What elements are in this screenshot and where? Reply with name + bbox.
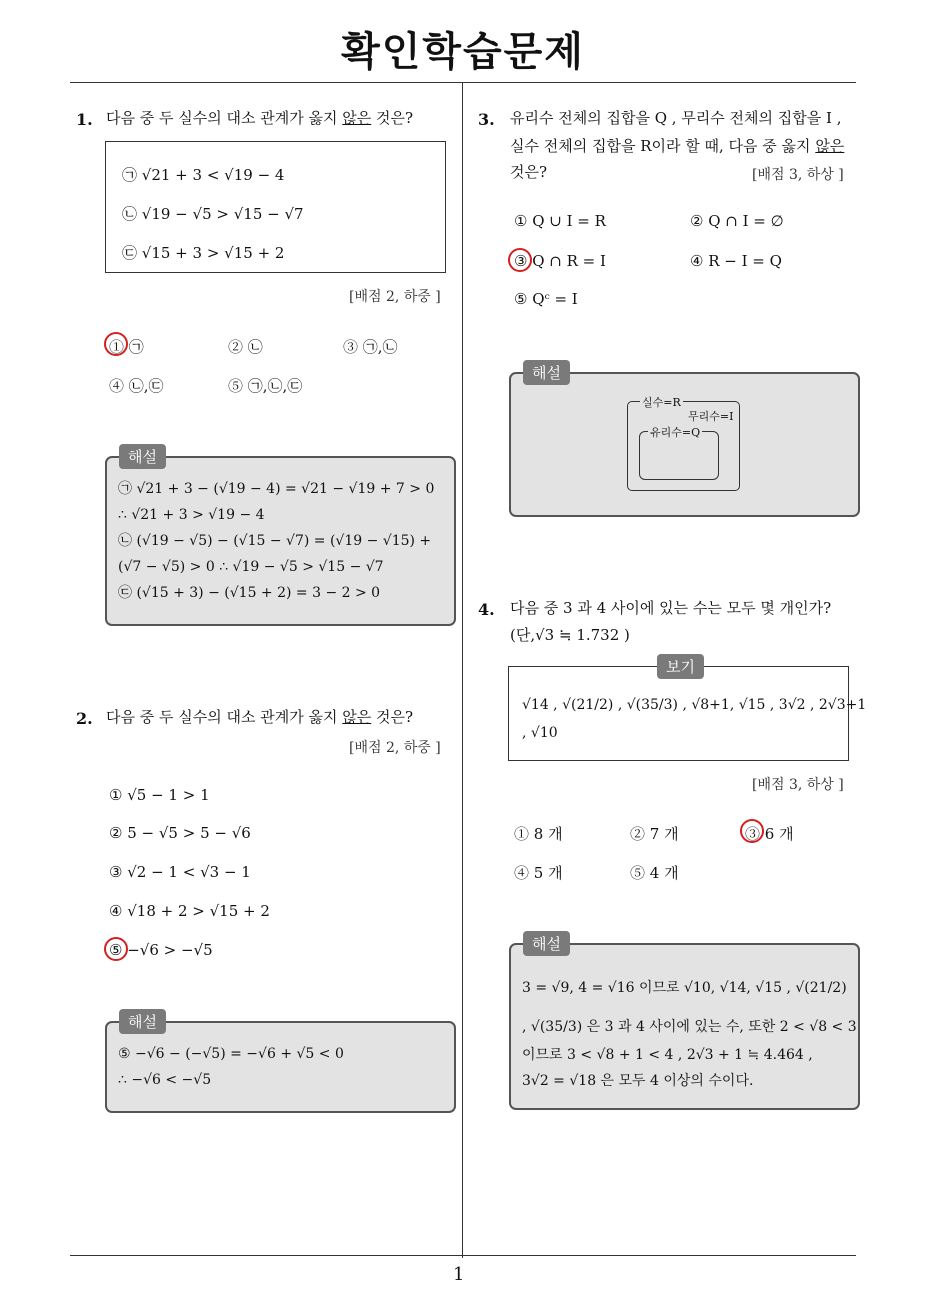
q1-option-5[interactable]: ⑤ ㉠,㉡,㉢ (228, 377, 303, 395)
q4-number: 4. (478, 600, 495, 619)
q3-line-3: 것은? (510, 163, 548, 181)
q4-box-tag: 보기 (657, 654, 704, 679)
q3-line-2-text: 실수 전체의 집합을 R이라 할 때, 다음 중 옳지 (510, 137, 816, 155)
q2-text-underlined: 않은 (342, 708, 372, 726)
q3-explanation-tag: 해설 (523, 360, 570, 385)
q4-line-2: (단,√3 ≒ 1.732 ) (510, 626, 630, 644)
q3-option-2[interactable]: ② Q ∩ I = ∅ (690, 212, 784, 230)
q2-explanation-tag: 해설 (119, 1009, 166, 1034)
q2-option-4[interactable]: ④ √18 + 2 > √15 + 2 (109, 902, 270, 920)
q1-expl-line-4: (√7 − √5) > 0 ∴ √19 − √5 > √15 − √7 (118, 559, 384, 575)
q4-option-1[interactable]: ① 8 개 (514, 825, 563, 843)
q2-question (106, 703, 413, 731)
q4-answer-circle (740, 819, 764, 843)
q1-explanation-tag: 해설 (119, 444, 166, 469)
q3-line-2 (510, 132, 844, 160)
venn-outer-label: 실수=R (642, 396, 681, 409)
q1-answer-circle (104, 332, 128, 356)
q3-option-1[interactable]: ① Q ∪ I = R (514, 212, 606, 230)
q3-answer-circle (508, 248, 532, 272)
page-title: 확인학습문제 (341, 29, 585, 75)
q2-text-b: 것은? (371, 708, 414, 726)
q1-option-4[interactable]: ④ ㉡,㉢ (109, 377, 164, 395)
q4-line-1: 다음 중 3 과 4 사이에 있는 수는 모두 몇 개인가? (510, 599, 832, 617)
q1-number: 1. (76, 110, 93, 129)
q4-score: [배점 3, 하상 ] (752, 777, 844, 793)
q3-text-underlined: 않은 (815, 137, 845, 155)
header-rule (70, 82, 856, 83)
q2-option-1[interactable]: ① √5 − 1 > 1 (109, 786, 210, 804)
q4-expl-line-1: 3 = √9, 4 = √16 이므로 √10, √14, √15 , √(21/2) (522, 980, 847, 996)
q1-option-1[interactable]: ① ㉠ (109, 338, 144, 356)
q1-score: [배점 2, 하중 ] (349, 289, 441, 305)
footer-rule (70, 1255, 856, 1256)
column-divider (462, 83, 463, 1258)
q1-option-2[interactable]: ② ㉡ (228, 338, 263, 356)
q4-box-line-2: , √10 (522, 725, 558, 741)
q2-expl-line-2: ∴ −√6 < −√5 (118, 1072, 212, 1088)
q2-score: [배점 2, 하중 ] (349, 740, 441, 756)
q4-option-4[interactable]: ④ 5 개 (514, 864, 563, 882)
q3-option-4[interactable]: ④ R − I = Q (690, 252, 782, 270)
q1-text-underlined: 않은 (342, 109, 372, 127)
q1-expl-line-1: ㉠ √21 + 3 − (√19 − 4) = √21 − √19 + 7 > 0 (118, 481, 435, 497)
q3-option-5[interactable]: ⑤ Qᶜ = I (514, 290, 578, 308)
q4-expl-line-2: , √(35/3) 은 3 과 4 사이에 있는 수, 또한 2 < √8 < 3 (522, 1019, 857, 1035)
q4-option-2[interactable]: ② 7 개 (630, 825, 679, 843)
q2-text-a: 다음 중 두 실수의 대소 관계가 옳지 (106, 708, 343, 726)
q1-expl-line-2: ∴ √21 + 3 > √19 − 4 (118, 507, 265, 523)
q2-option-5[interactable]: ⑤ −√6 > −√5 (109, 941, 213, 959)
q1-text-b: 것은? (371, 109, 414, 127)
venn-inner-label: 유리수=Q (650, 426, 701, 439)
page-number: 1 (453, 1264, 465, 1285)
q4-box-line-1: √14 , √(21/2) , √(35/3) , √8+1, √15 , 3√2 , 2√3+1 (522, 697, 867, 713)
q4-expl-line-3: 이므로 3 < √8 + 1 < 4 , 2√3 + 1 ≒ 4.464 , (522, 1047, 813, 1063)
q2-option-3[interactable]: ③ √2 − 1 < √3 − 1 (109, 863, 251, 881)
q3-number: 3. (478, 110, 495, 129)
q2-number: 2. (76, 709, 93, 728)
q2-option-2[interactable]: ② 5 − √5 > 5 − √6 (109, 824, 251, 842)
q1-statement-2: ㉡ √19 − √5 > √15 − √7 (122, 205, 304, 223)
q4-expl-line-4: 3√2 = √18 은 모두 4 이상의 수이다. (522, 1073, 754, 1089)
q3-option-3[interactable]: ③ Q ∩ R = I (514, 252, 606, 270)
q1-text-a: 다음 중 두 실수의 대소 관계가 옳지 (106, 109, 343, 127)
q1-statement-1: ㉠ √21 + 3 < √19 − 4 (122, 166, 285, 184)
q1-option-3[interactable]: ③ ㉠,㉡ (343, 338, 398, 356)
q2-answer-circle (104, 937, 128, 961)
q3-score: [배점 3, 하상 ] (752, 167, 844, 183)
q1-statement-3: ㉢ √15 + 3 > √15 + 2 (122, 244, 285, 262)
q4-option-3[interactable]: ③ 6 개 (745, 825, 794, 843)
q4-option-5[interactable]: ⑤ 4 개 (630, 864, 679, 882)
q4-explanation-tag: 해설 (523, 931, 570, 956)
q3-line-1: 유리수 전체의 집합을 Q , 무리수 전체의 집합을 I , (510, 109, 842, 127)
q1-expl-line-5: ㉢ (√15 + 3) − (√15 + 2) = 3 − 2 > 0 (118, 585, 381, 601)
q1-question (106, 104, 413, 132)
venn-middle-label: 무리수=I (688, 410, 734, 423)
q1-expl-line-3: ㉡ (√19 − √5) − (√15 − √7) = (√19 − √15) + (118, 533, 432, 549)
q2-expl-line-1: ⑤ −√6 − (−√5) = −√6 + √5 < 0 (118, 1046, 344, 1062)
